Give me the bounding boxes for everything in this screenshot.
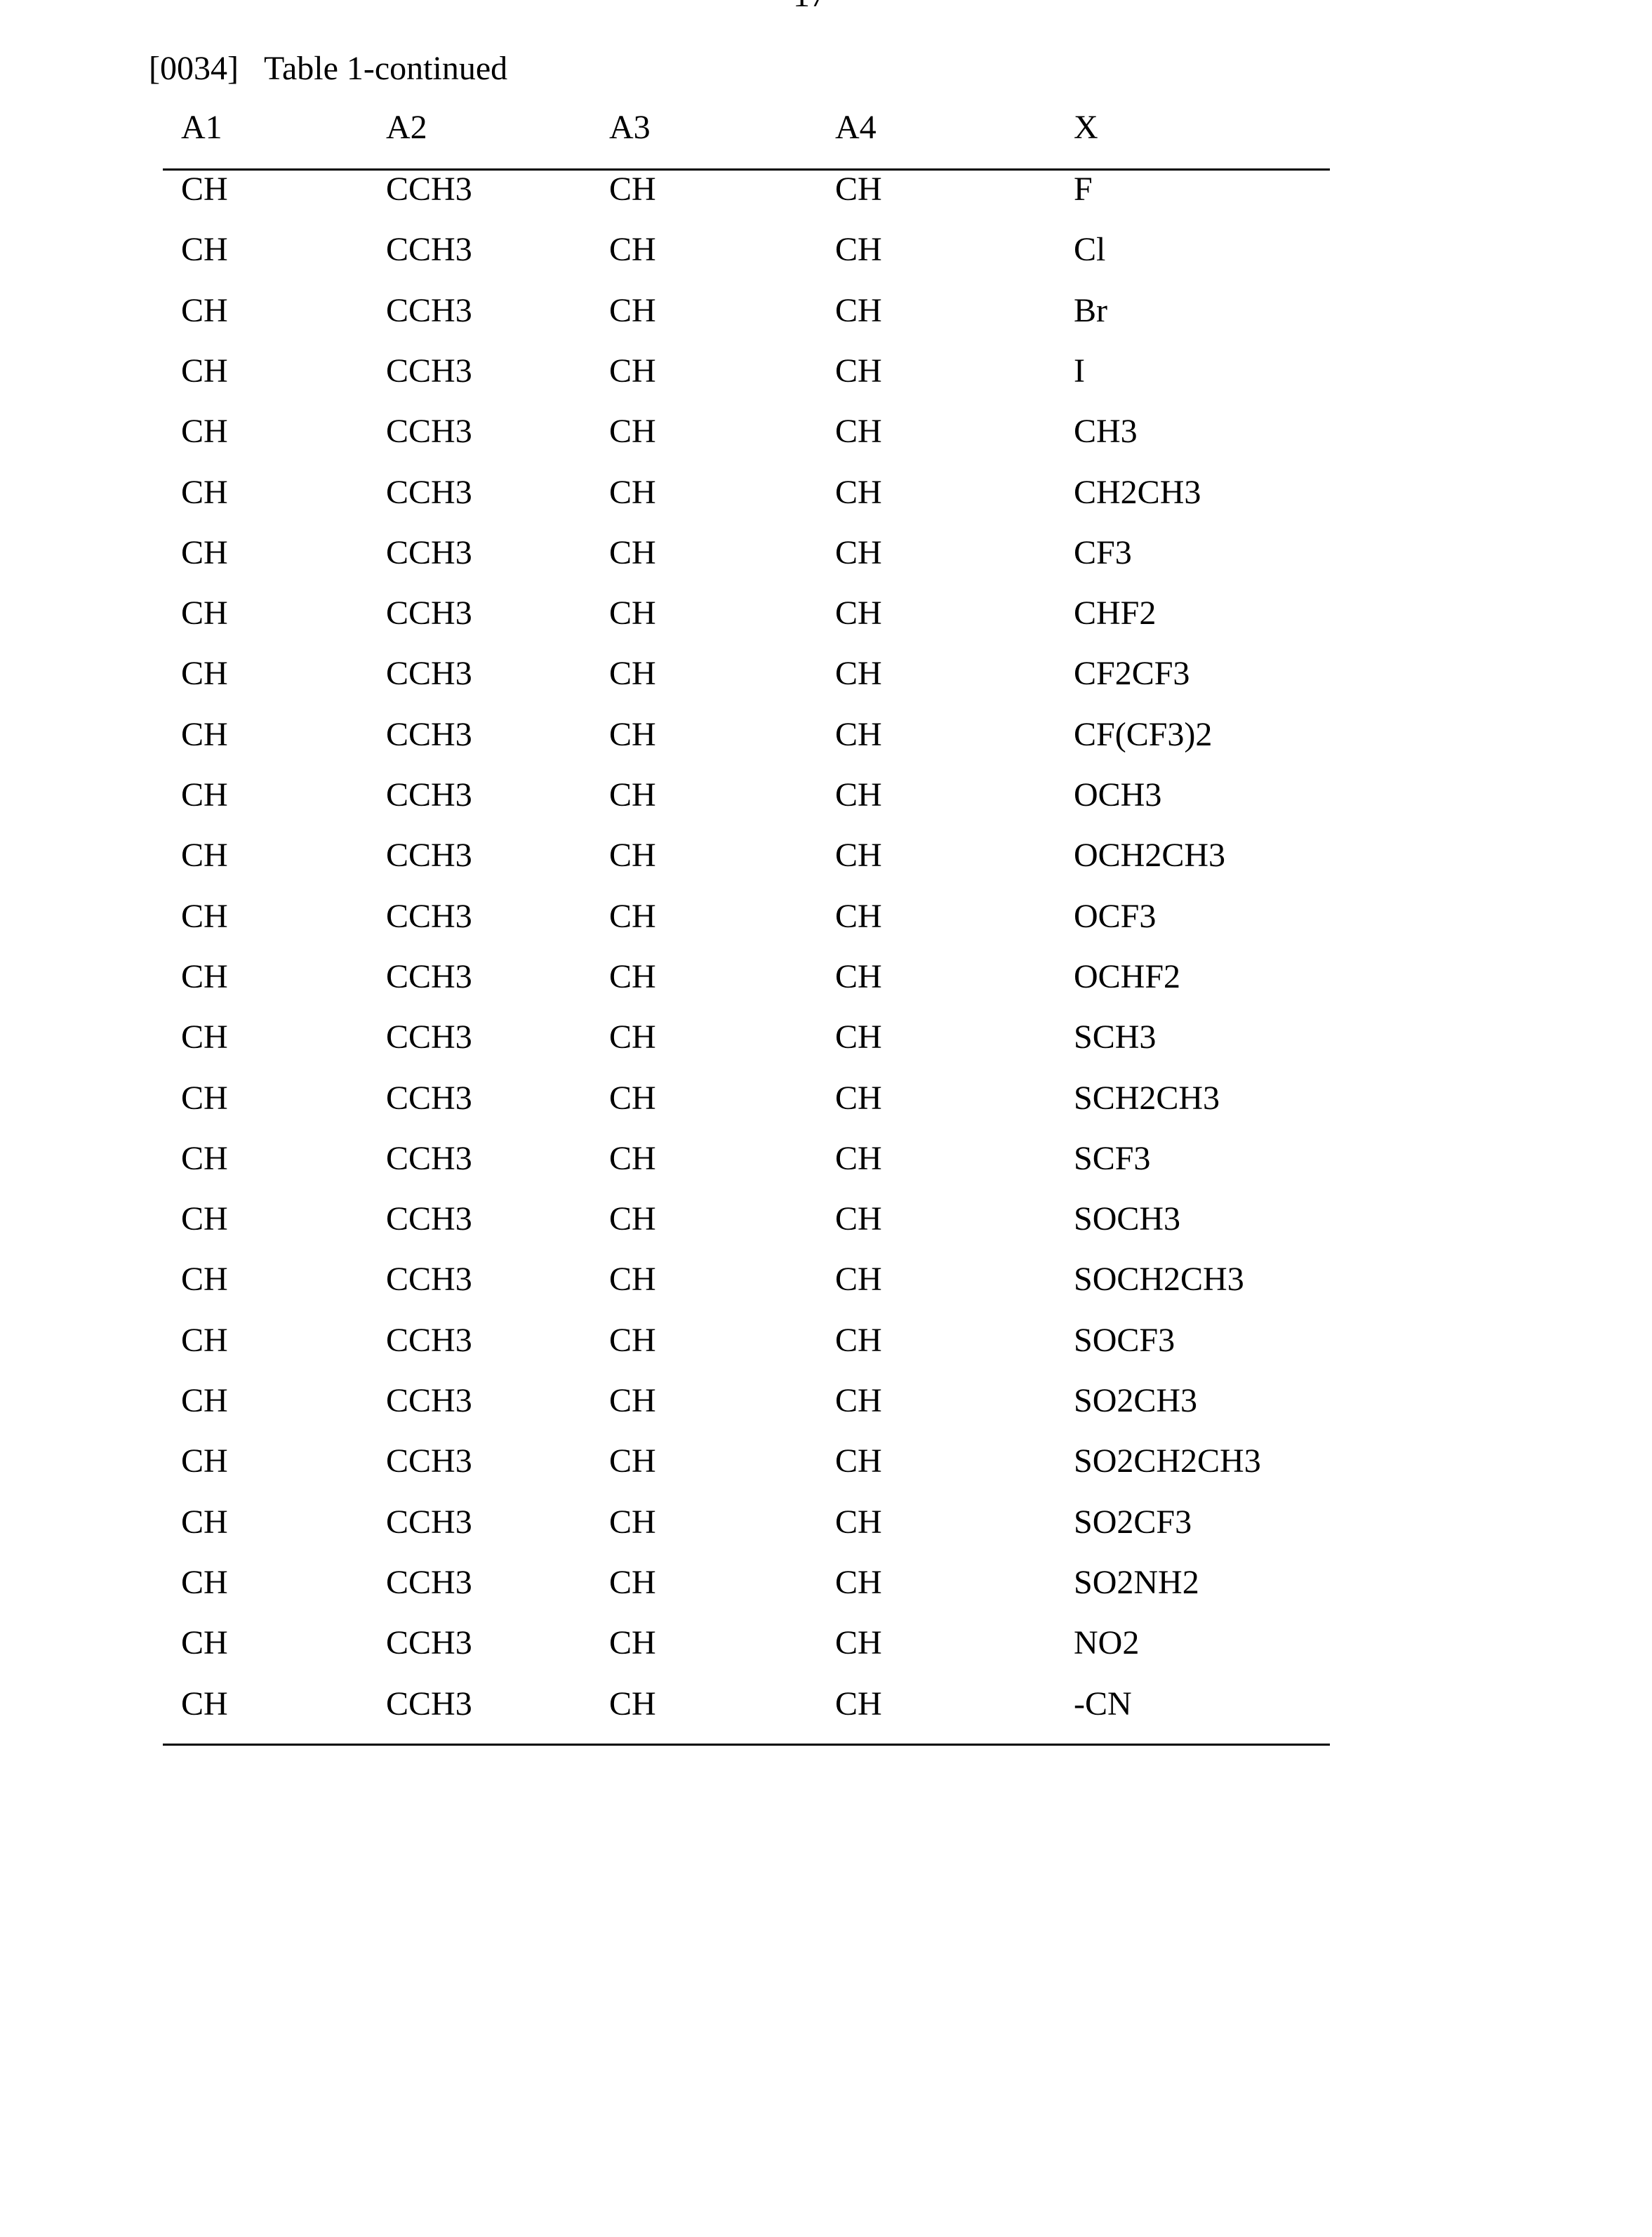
cell-x: CHF2 <box>1074 594 1156 632</box>
cell-a3: CH <box>609 715 656 754</box>
table-row <box>0 170 1652 212</box>
cell-x: I <box>1074 352 1085 390</box>
cell-a3: CH <box>609 1624 656 1662</box>
cell-a3: CH <box>609 230 656 269</box>
cell-a1: CH <box>181 1079 228 1117</box>
cell-a1: CH <box>181 897 228 936</box>
cell-a4: CH <box>835 1321 882 1360</box>
cell-a1: CH <box>181 1018 228 1056</box>
cell-a3: CH <box>609 1079 656 1117</box>
cell-a2: CCH3 <box>386 1079 472 1117</box>
cell-a2: CCH3 <box>386 1200 472 1238</box>
cell-a4: CH <box>835 473 882 512</box>
cell-a3: CH <box>609 594 656 632</box>
cell-a2: CCH3 <box>386 1139 472 1178</box>
cell-a1: CH <box>181 1624 228 1662</box>
cell-a3: CH <box>609 473 656 512</box>
cell-a4: CH <box>835 412 882 451</box>
cell-a2: CCH3 <box>386 1321 472 1360</box>
paragraph-number: [0034] <box>149 50 239 87</box>
cell-x: SCF3 <box>1074 1139 1150 1178</box>
cell-x: SO2NH2 <box>1074 1563 1199 1602</box>
cell-a1: CH <box>181 957 228 996</box>
cell-a4: CH <box>835 1563 882 1602</box>
cell-a2: CCH3 <box>386 836 472 875</box>
cell-a1: CH <box>181 776 228 814</box>
cell-a3: CH <box>609 1018 656 1056</box>
cell-a1: CH <box>181 836 228 875</box>
header-x: X <box>1074 108 1098 147</box>
cell-a1: CH <box>181 594 228 632</box>
cell-a4: CH <box>835 1503 882 1541</box>
cell-a4: CH <box>835 170 882 208</box>
cell-x: SOCF3 <box>1074 1321 1175 1360</box>
cell-a4: CH <box>835 715 882 754</box>
table-row <box>0 594 1652 636</box>
table-row <box>0 1624 1652 1666</box>
cell-a3: CH <box>609 1260 656 1299</box>
header-a1: A1 <box>181 108 222 147</box>
cell-a3: CH <box>609 836 656 875</box>
cell-a2: CCH3 <box>386 1563 472 1602</box>
cell-a3: CH <box>609 170 656 208</box>
table-row <box>0 1018 1652 1060</box>
cell-a2: CCH3 <box>386 715 472 754</box>
cell-a4: CH <box>835 654 882 693</box>
cell-a4: CH <box>835 1139 882 1178</box>
cell-x: CH3 <box>1074 412 1138 451</box>
cell-x: CF2CF3 <box>1074 654 1190 693</box>
cell-a1: CH <box>181 654 228 693</box>
cell-a1: CH <box>181 533 228 572</box>
cell-a1: CH <box>181 1563 228 1602</box>
cell-a1: CH <box>181 1260 228 1299</box>
cell-a2: CCH3 <box>386 1260 472 1299</box>
cell-a3: CH <box>609 291 656 330</box>
cell-a2: CCH3 <box>386 473 472 512</box>
cell-a4: CH <box>835 594 882 632</box>
cell-x: CF(CF3)2 <box>1074 715 1212 754</box>
cell-x: NO2 <box>1074 1624 1139 1662</box>
cell-a2: CCH3 <box>386 1685 472 1723</box>
cell-a2: CCH3 <box>386 1442 472 1480</box>
table-row <box>0 1139 1652 1181</box>
cell-a1: CH <box>181 715 228 754</box>
header-a2: A2 <box>386 108 427 147</box>
cell-a1: CH <box>181 230 228 269</box>
table-row <box>0 1321 1652 1363</box>
cell-a2: CCH3 <box>386 1018 472 1056</box>
table-row <box>0 957 1652 1000</box>
cell-a1: CH <box>181 1200 228 1238</box>
cell-a3: CH <box>609 1563 656 1602</box>
cell-x: SO2CH2CH3 <box>1074 1442 1261 1480</box>
cell-a2: CCH3 <box>386 654 472 693</box>
cell-a4: CH <box>835 533 882 572</box>
cell-a3: CH <box>609 776 656 814</box>
cell-a4: CH <box>835 1200 882 1238</box>
cell-a3: CH <box>609 897 656 936</box>
cell-a4: CH <box>835 776 882 814</box>
cell-a1: CH <box>181 291 228 330</box>
cell-a2: CCH3 <box>386 897 472 936</box>
cell-a3: CH <box>609 533 656 572</box>
cell-a1: CH <box>181 1685 228 1723</box>
cell-a4: CH <box>835 1381 882 1420</box>
cell-a3: CH <box>609 957 656 996</box>
cell-a3: CH <box>609 1685 656 1723</box>
cell-x: SOCH3 <box>1074 1200 1180 1238</box>
table-bottom-rule <box>163 1744 1330 1746</box>
header-a3: A3 <box>609 108 651 147</box>
table-row <box>0 897 1652 939</box>
table-row <box>0 836 1652 878</box>
table-row <box>0 1563 1652 1605</box>
table-row <box>0 654 1652 696</box>
cell-a4: CH <box>835 291 882 330</box>
page-number <box>793 0 827 15</box>
table-row <box>0 412 1652 454</box>
cell-a1: CH <box>181 1442 228 1480</box>
cell-a3: CH <box>609 654 656 693</box>
table-row <box>0 533 1652 576</box>
cell-a1: CH <box>181 352 228 390</box>
cell-x: OCH2CH3 <box>1074 836 1225 875</box>
cell-a3: CH <box>609 352 656 390</box>
table-row <box>0 473 1652 515</box>
cell-a2: CCH3 <box>386 352 472 390</box>
cell-x: OCH3 <box>1074 776 1161 814</box>
cell-x: CH2CH3 <box>1074 473 1201 512</box>
cell-a4: CH <box>835 957 882 996</box>
table-row <box>0 1079 1652 1121</box>
table-row <box>0 1503 1652 1545</box>
table-row <box>0 1260 1652 1302</box>
cell-a3: CH <box>609 1381 656 1420</box>
table-header-row <box>0 108 1652 150</box>
cell-a4: CH <box>835 897 882 936</box>
table-row <box>0 776 1652 818</box>
cell-x: SOCH2CH3 <box>1074 1260 1244 1299</box>
cell-a1: CH <box>181 170 228 208</box>
cell-a2: CCH3 <box>386 957 472 996</box>
cell-x: SO2CF3 <box>1074 1503 1192 1541</box>
cell-a1: CH <box>181 1321 228 1360</box>
table-row <box>0 1200 1652 1242</box>
cell-x: -CN <box>1074 1685 1132 1723</box>
cell-a4: CH <box>835 1685 882 1723</box>
cell-a2: CCH3 <box>386 594 472 632</box>
cell-a2: CCH3 <box>386 170 472 208</box>
cell-a1: CH <box>181 1139 228 1178</box>
cell-a2: CCH3 <box>386 776 472 814</box>
cell-a4: CH <box>835 1442 882 1480</box>
table-row <box>0 352 1652 394</box>
table-row <box>0 1685 1652 1727</box>
table-heading <box>149 49 507 88</box>
cell-a2: CCH3 <box>386 1624 472 1662</box>
cell-x: Cl <box>1074 230 1105 269</box>
cell-a4: CH <box>835 230 882 269</box>
cell-x: OCHF2 <box>1074 957 1180 996</box>
cell-a4: CH <box>835 1260 882 1299</box>
cell-a1: CH <box>181 1381 228 1420</box>
cell-a4: CH <box>835 1018 882 1056</box>
cell-a3: CH <box>609 1321 656 1360</box>
cell-a2: CCH3 <box>386 1503 472 1541</box>
cell-a2: CCH3 <box>386 1381 472 1420</box>
table-row <box>0 715 1652 757</box>
cell-a4: CH <box>835 352 882 390</box>
cell-x: Br <box>1074 291 1107 330</box>
cell-a3: CH <box>609 1200 656 1238</box>
cell-x: OCF3 <box>1074 897 1156 936</box>
cell-x: SO2CH3 <box>1074 1381 1197 1420</box>
cell-a1: CH <box>181 412 228 451</box>
cell-a3: CH <box>609 1503 656 1541</box>
cell-a1: CH <box>181 473 228 512</box>
table-row <box>0 230 1652 272</box>
cell-a4: CH <box>835 836 882 875</box>
cell-x: SCH3 <box>1074 1018 1156 1056</box>
cell-a3: CH <box>609 1139 656 1178</box>
table-title: Table 1-continued <box>264 50 507 87</box>
cell-x: SCH2CH3 <box>1074 1079 1220 1117</box>
table-row <box>0 1442 1652 1484</box>
cell-x: CF3 <box>1074 533 1132 572</box>
header-a4: A4 <box>835 108 877 147</box>
cell-a4: CH <box>835 1079 882 1117</box>
cell-a2: CCH3 <box>386 533 472 572</box>
cell-a3: CH <box>609 1442 656 1480</box>
cell-x: F <box>1074 170 1093 208</box>
cell-a4: CH <box>835 1624 882 1662</box>
table-row <box>0 291 1652 333</box>
cell-a3: CH <box>609 412 656 451</box>
cell-a1: CH <box>181 1503 228 1541</box>
cell-a2: CCH3 <box>386 230 472 269</box>
cell-a2: CCH3 <box>386 412 472 451</box>
cell-a2: CCH3 <box>386 291 472 330</box>
table-row <box>0 1381 1652 1423</box>
